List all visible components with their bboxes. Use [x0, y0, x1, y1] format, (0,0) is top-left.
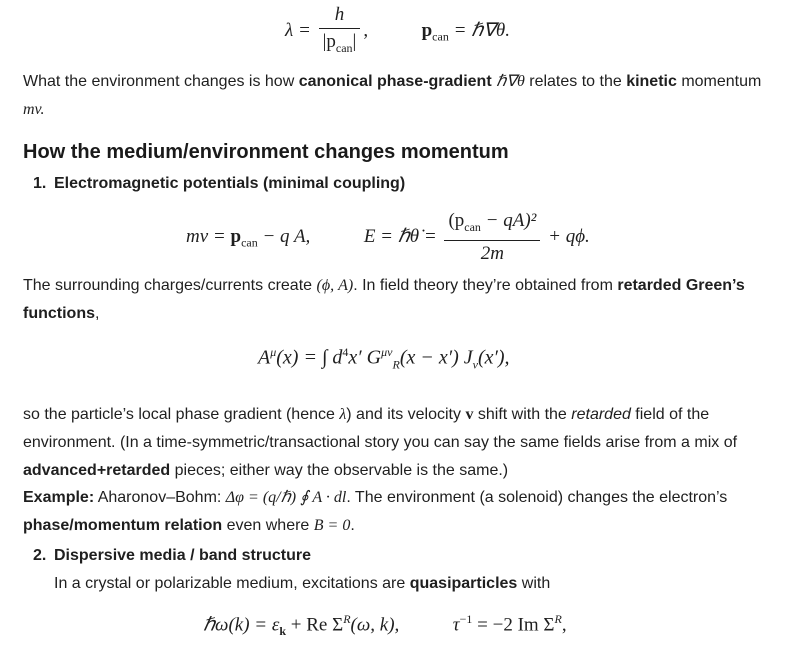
list-item-title-1: Electromagnetic potentials (minimal coupling): [54, 175, 406, 192]
equation-wavelength: λ = $\frac{h}{|p_{can}|}$ , $p_{can}$ = ℏ∇θ.: [285, 2, 510, 61]
paragraph-intro: What the environment changes is how canonical phase-gradient ℏ∇θ relates to the kinetic momentum mv.: [23, 73, 762, 118]
eq-fraction: [319, 2, 361, 61]
paragraph-potentials: The surrounding charges/currents create (ϕ, A). In field theory they’re obtained from retarded Green’s functions,: [23, 277, 745, 322]
eq-p-can: p: [421, 19, 433, 41]
eq2-fraction: $\frac{(p_{can} - qA)^2}{2m}$: [444, 208, 540, 267]
paragraph-example: Example: Aharonov–Bohm: Δφ = (q/ℏ) ∮ A · dl. The environment (a solenoid) changes the electron’s phase/momentum relation even where B = 0.: [23, 489, 728, 534]
list-number-1: 1.: [33, 175, 47, 192]
list-item-text-2: In a crystal or polarizable medium, excitations are quasiparticles with: [54, 575, 551, 592]
paragraph-retarded: so the particle’s local phase gradient (hence λ) and its velocity v shift with the retarded field of the environment. (In a time-symmetric/transactional story you can say the same fields arise from a mix of advanced+retarded pieces; either way the observable is the same.): [23, 406, 738, 479]
list-item-title-2: Dispersive media / band structure: [54, 547, 311, 564]
eq-numerator: h: [319, 2, 361, 29]
equation-minimal-coupling: mv = $p_{can} - q$ A, E = ℏθ̇ = $\frac{(p_{can} - qA)^2}{2m}$ + qϕ.: [186, 208, 590, 267]
equation-green-function: $A^\mu(x)$ = ∫ $d^4x'$ $G^{\mu\nu}_R(x - x')$ $J_\nu(x')$,: [258, 345, 510, 372]
eq-denominator: $|p_{can}|$: [322, 31, 357, 55]
equation-dispersion: ℏω(k) = $\varepsilon_k + Re$ $\Sigma^R(\omega$, k), $\tau^{-1} = -2$ Im $\Sigma^R$,: [203, 612, 567, 639]
section-heading: How the medium/environment changes momentum: [23, 141, 509, 163]
list-number-2: 2.: [33, 547, 47, 564]
eq-lambda: λ =: [285, 19, 311, 41]
